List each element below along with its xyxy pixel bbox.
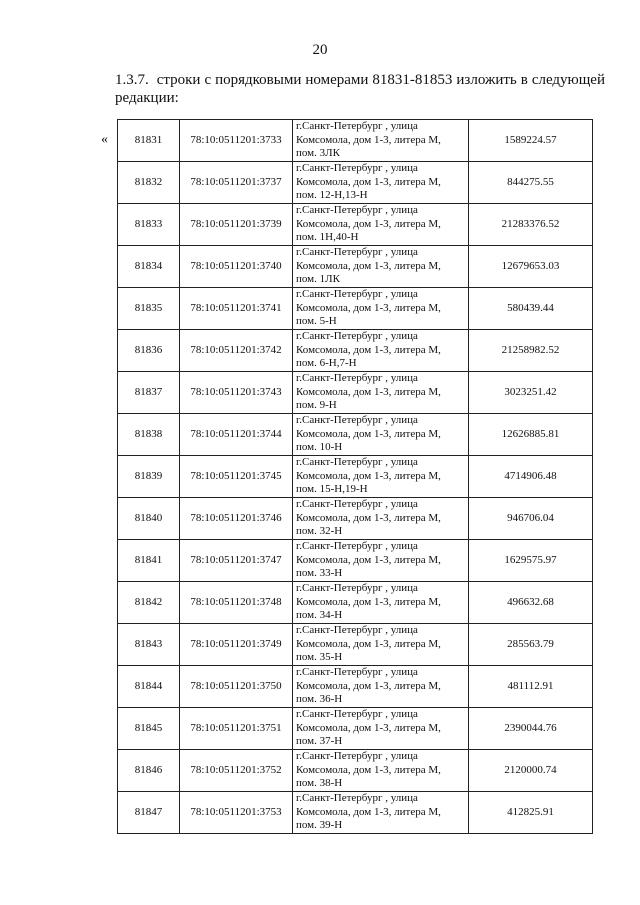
address-cell	[293, 246, 469, 288]
row-number-cell: 81833	[118, 204, 180, 246]
cadastral-value-cell: 3023251.42	[469, 372, 593, 414]
address-line-2: Комсомола, дом 1-3, литера М,	[296, 427, 441, 440]
intro-paragraph	[115, 71, 605, 107]
cadastral-number-cell: 78:10:0511201:3745	[180, 456, 293, 498]
address-line-1: г.Санкт-Петербург , улица	[296, 414, 418, 427]
row-number-cell: 81838	[118, 414, 180, 456]
address-line-2: Комсомола, дом 1-3, литера М,	[296, 133, 441, 146]
cadastral-value-cell: 844275.55	[469, 162, 593, 204]
address-line-3: пом. 36-Н	[296, 693, 343, 706]
table-row	[118, 162, 593, 204]
cadastral-number-cell: 78:10:0511201:3743	[180, 372, 293, 414]
address-line-3: пом. 34-Н	[296, 609, 343, 622]
cadastral-number-cell: 78:10:0511201:3746	[180, 498, 293, 540]
row-number-cell: 81832	[118, 162, 180, 204]
row-number-cell: 81831	[118, 120, 180, 162]
address-cell	[293, 288, 469, 330]
table-row	[118, 666, 593, 708]
address-cell	[293, 330, 469, 372]
table-row	[118, 750, 593, 792]
address-cell	[293, 582, 469, 624]
address-cell	[293, 540, 469, 582]
opening-quote-mark: «	[101, 132, 108, 147]
table-row	[118, 582, 593, 624]
address-line-3: пом. 12-Н,13-Н	[296, 189, 368, 202]
row-number-cell: 81841	[118, 540, 180, 582]
address-line-2: Комсомола, дом 1-3, литера М,	[296, 637, 441, 650]
address-line-1: г.Санкт-Петербург , улица	[296, 120, 418, 133]
address-cell	[293, 792, 469, 834]
address-line-3: пом. 3ЛК	[296, 147, 340, 160]
row-number-cell: 81845	[118, 708, 180, 750]
table-row	[118, 204, 593, 246]
address-line-1: г.Санкт-Петербург , улица	[296, 792, 418, 805]
cadastral-value-cell: 285563.79	[469, 624, 593, 666]
cadastral-number-cell: 78:10:0511201:3747	[180, 540, 293, 582]
row-number-cell: 81837	[118, 372, 180, 414]
address-line-2: Комсомола, дом 1-3, литера М,	[296, 469, 441, 482]
address-line-1: г.Санкт-Петербург , улица	[296, 666, 418, 679]
address-line-1: г.Санкт-Петербург , улица	[296, 582, 418, 595]
page-number: 20	[312, 42, 328, 58]
cadastral-value-cell: 12679653.03	[469, 246, 593, 288]
row-number-cell: 81840	[118, 498, 180, 540]
cadastral-number-cell: 78:10:0511201:3733	[180, 120, 293, 162]
cadastral-number-cell: 78:10:0511201:3737	[180, 162, 293, 204]
address-line-2: Комсомола, дом 1-3, литера М,	[296, 553, 441, 566]
address-line-3: пом. 1Н,40-Н	[296, 231, 359, 244]
address-cell	[293, 414, 469, 456]
cadastral-number-cell: 78:10:0511201:3748	[180, 582, 293, 624]
cadastral-number-cell: 78:10:0511201:3750	[180, 666, 293, 708]
row-number-cell: 81839	[118, 456, 180, 498]
table-row	[118, 330, 593, 372]
row-number-cell: 81844	[118, 666, 180, 708]
address-line-3: пом. 38-Н	[296, 777, 343, 790]
table-row	[118, 792, 593, 834]
address-line-1: г.Санкт-Петербург , улица	[296, 372, 418, 385]
address-line-3: пом. 5-Н	[296, 315, 337, 328]
address-line-1: г.Санкт-Петербург , улица	[296, 204, 418, 217]
address-line-1: г.Санкт-Петербург , улица	[296, 288, 418, 301]
address-line-3: пом. 6-Н,7-Н	[296, 357, 357, 370]
address-cell	[293, 624, 469, 666]
table-row	[118, 708, 593, 750]
address-cell	[293, 204, 469, 246]
registry-table-body	[118, 120, 593, 834]
address-line-1: г.Санкт-Петербург , улица	[296, 708, 418, 721]
cadastral-number-cell: 78:10:0511201:3753	[180, 792, 293, 834]
address-line-1: г.Санкт-Петербург , улица	[296, 498, 418, 511]
address-line-3: пом. 37-Н	[296, 735, 343, 748]
cadastral-value-cell: 1629575.97	[469, 540, 593, 582]
table-row	[118, 540, 593, 582]
address-cell	[293, 456, 469, 498]
row-number-cell: 81834	[118, 246, 180, 288]
cadastral-value-cell: 2390044.76	[469, 708, 593, 750]
address-line-2: Комсомола, дом 1-3, литера М,	[296, 805, 441, 818]
row-number-cell: 81846	[118, 750, 180, 792]
address-line-1: г.Санкт-Петербург , улица	[296, 330, 418, 343]
cadastral-number-cell: 78:10:0511201:3749	[180, 624, 293, 666]
address-line-2: Комсомола, дом 1-3, литера М,	[296, 511, 441, 524]
address-line-3: пом. 33-Н	[296, 567, 343, 580]
address-line-2: Комсомола, дом 1-3, литера М,	[296, 721, 441, 734]
table-row	[118, 624, 593, 666]
address-cell	[293, 162, 469, 204]
address-cell	[293, 498, 469, 540]
cadastral-number-cell: 78:10:0511201:3752	[180, 750, 293, 792]
address-cell	[293, 666, 469, 708]
address-line-3: пом. 39-Н	[296, 819, 343, 832]
row-number-cell: 81836	[118, 330, 180, 372]
address-line-3: пом. 1ЛК	[296, 273, 340, 286]
address-line-3: пом. 32-Н	[296, 525, 343, 538]
cadastral-value-cell: 412825.91	[469, 792, 593, 834]
table-row	[118, 414, 593, 456]
address-line-2: Комсомола, дом 1-3, литера М,	[296, 763, 441, 776]
address-line-1: г.Санкт-Петербург , улица	[296, 540, 418, 553]
address-line-2: Комсомола, дом 1-3, литера М,	[296, 175, 441, 188]
cadastral-value-cell: 496632.68	[469, 582, 593, 624]
table-row	[118, 120, 593, 162]
address-line-2: Комсомола, дом 1-3, литера М,	[296, 595, 441, 608]
address-cell	[293, 750, 469, 792]
cadastral-value-cell: 2120000.74	[469, 750, 593, 792]
address-line-1: г.Санкт-Петербург , улица	[296, 624, 418, 637]
address-line-1: г.Санкт-Петербург , улица	[296, 162, 418, 175]
address-line-2: Комсомола, дом 1-3, литера М,	[296, 259, 441, 272]
address-cell	[293, 372, 469, 414]
registry-table	[117, 119, 593, 834]
address-cell	[293, 120, 469, 162]
row-number-cell: 81843	[118, 624, 180, 666]
address-line-2: Комсомола, дом 1-3, литера М,	[296, 217, 441, 230]
cadastral-value-cell: 481112.91	[469, 666, 593, 708]
cadastral-value-cell: 12626885.81	[469, 414, 593, 456]
cadastral-value-cell: 21283376.52	[469, 204, 593, 246]
item-number: 1.3.7.	[115, 72, 149, 88]
table-row	[118, 456, 593, 498]
cadastral-number-cell: 78:10:0511201:3741	[180, 288, 293, 330]
cadastral-number-cell: 78:10:0511201:3742	[180, 330, 293, 372]
table-row	[118, 498, 593, 540]
address-line-3: пом. 15-Н,19-Н	[296, 483, 368, 496]
row-number-cell: 81835	[118, 288, 180, 330]
cadastral-number-cell: 78:10:0511201:3739	[180, 204, 293, 246]
row-number-cell: 81842	[118, 582, 180, 624]
row-number-cell: 81847	[118, 792, 180, 834]
address-line-1: г.Санкт-Петербург , улица	[296, 456, 418, 469]
address-cell	[293, 708, 469, 750]
address-line-3: пом. 9-Н	[296, 399, 337, 412]
table-row	[118, 288, 593, 330]
address-line-2: Комсомола, дом 1-3, литера М,	[296, 385, 441, 398]
address-line-3: пом. 10-Н	[296, 441, 343, 454]
cadastral-value-cell: 580439.44	[469, 288, 593, 330]
address-line-3: пом. 35-Н	[296, 651, 343, 664]
cadastral-value-cell: 946706.04	[469, 498, 593, 540]
cadastral-number-cell: 78:10:0511201:3751	[180, 708, 293, 750]
cadastral-value-cell: 1589224.57	[469, 120, 593, 162]
address-line-2: Комсомола, дом 1-3, литера М,	[296, 679, 441, 692]
cadastral-value-cell: 21258982.52	[469, 330, 593, 372]
cadastral-number-cell: 78:10:0511201:3744	[180, 414, 293, 456]
table-row	[118, 246, 593, 288]
cadastral-value-cell: 4714906.48	[469, 456, 593, 498]
cadastral-number-cell: 78:10:0511201:3740	[180, 246, 293, 288]
intro-text: строки с порядковыми номерами 81831-81853 изложить в следующей редакции:	[115, 72, 605, 106]
table-row	[118, 372, 593, 414]
address-line-2: Комсомола, дом 1-3, литера М,	[296, 301, 441, 314]
address-line-2: Комсомола, дом 1-3, литера М,	[296, 343, 441, 356]
address-line-1: г.Санкт-Петербург , улица	[296, 750, 418, 763]
address-line-1: г.Санкт-Петербург , улица	[296, 246, 418, 259]
